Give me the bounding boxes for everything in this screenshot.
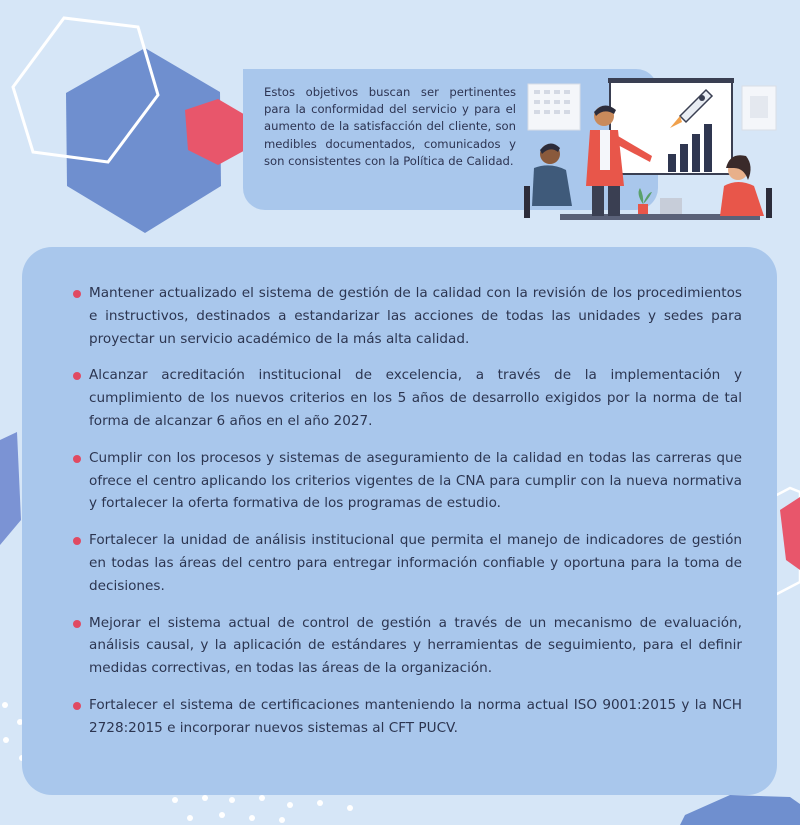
bullet-icon bbox=[73, 455, 81, 463]
hexagon-blue-left-edge bbox=[0, 432, 21, 545]
objective-text: Mejorar el sistema actual de control de gestión a través de un mecanismo de evaluación, análisis causal, y la aplicación de estándares y herramientas de seguimiento, para el definir medidas correctivas, en todas las áreas de la organización. bbox=[89, 614, 742, 677]
bullet-icon bbox=[73, 702, 81, 710]
objective-text: Mantener actualizado el sistema de gestión de la calidad con la revisión de los procedimientos e instructivos, destinados a estandarizar las acciones de todas las unidades y sedes para proyectar un servicio académico de la más alta calidad. bbox=[89, 285, 742, 347]
objective-item bbox=[72, 694, 742, 740]
objective-text: Cumplir con los procesos y sistemas de aseguramiento de la calidad en todas las carreras que ofrece el centro aplicando los criterios vigentes de la CNA para cumplir con la nueva normativa y fortalecer la oferta formativa de los programas de estudio. bbox=[89, 449, 742, 512]
objective-text: Fortalecer el sistema de certificaciones manteniendo la norma actual ISO 9001:2015 y la NCH 2728:2015 e incorporar nuevos sistemas al CFT PUCV. bbox=[89, 696, 742, 736]
objectives-list bbox=[72, 282, 742, 754]
hexagon-red-right bbox=[780, 497, 800, 570]
presentation-illustration bbox=[520, 76, 782, 222]
hexagon-blue-bottom bbox=[680, 795, 800, 825]
bullet-icon bbox=[73, 290, 81, 298]
bullet-icon bbox=[73, 537, 81, 545]
bullet-icon bbox=[73, 620, 81, 628]
objective-text: Alcanzar acreditación institucional de excelencia, a través de la implementación y cumplimiento de los nuevos criterios en los 5 años de desarrollo exigidos por la norma de tal forma de alcanzar 6 años en el año 2027. bbox=[89, 367, 742, 429]
objective-item bbox=[72, 364, 742, 432]
objective-text: Fortalecer la unidad de análisis institucional que permita el manejo de indicadores de gestión en todas las áreas del centro para entregar información confiable y oportuna para la toma de decisiones. bbox=[89, 532, 742, 594]
objective-item bbox=[72, 529, 742, 597]
bullet-icon bbox=[73, 372, 81, 380]
objective-item bbox=[72, 612, 742, 680]
objective-item bbox=[72, 282, 742, 350]
objective-item bbox=[72, 447, 742, 515]
intro-text: Estos objetivos buscan ser pertinentes para la conformidad del servicio y para el aumento de la satisfacción del cliente, son medibles documentados, comunicados y son consistentes con la Política de Calidad. bbox=[264, 85, 516, 168]
